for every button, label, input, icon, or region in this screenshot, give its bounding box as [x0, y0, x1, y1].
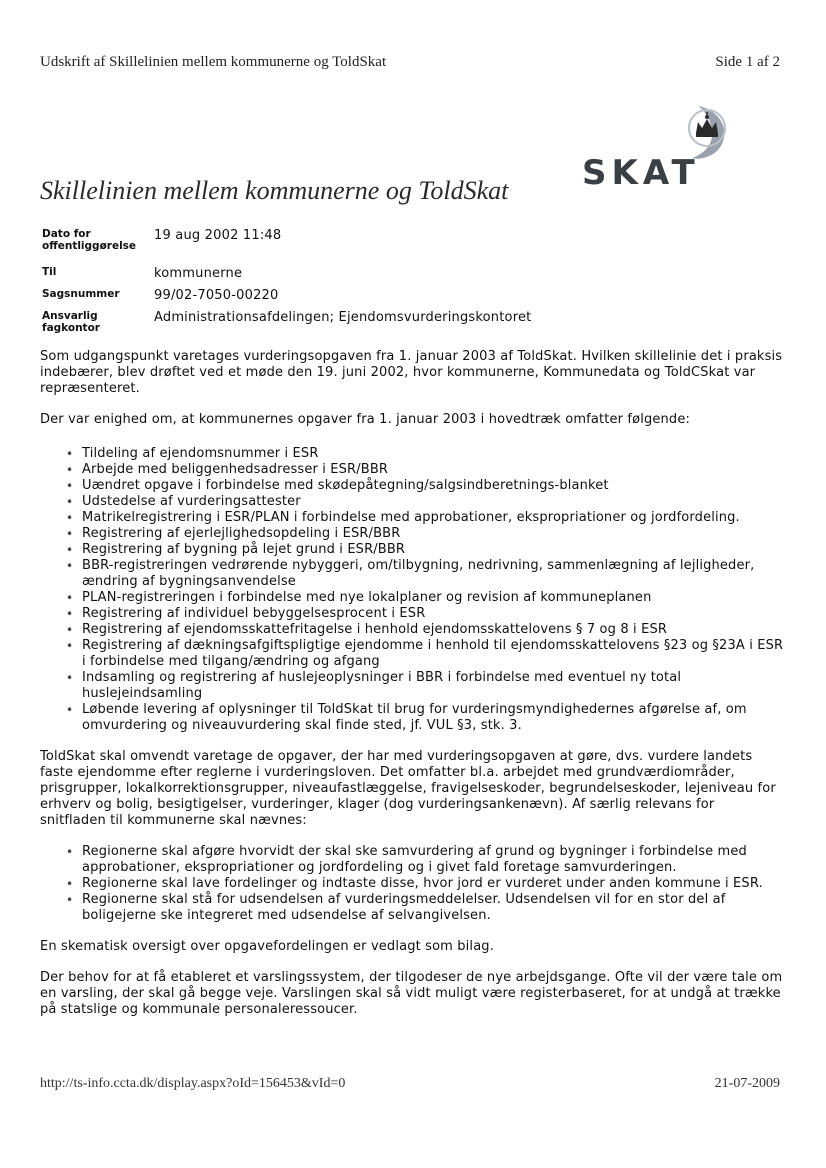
- list-item: • Indsamling og registrering af huslejeoplysninger i BBR i forbindelse med eventuel ny total huslejeindsamling: [40, 670, 784, 702]
- crown-icon: [580, 98, 732, 190]
- paragraph-warning-system: Der behov for at få etableret et varslingssystem, der tilgodeser de nye arbejdsgange. Ofte vil der være tale om en varsling, der skal gå begge veje. Varslingen skal så vidt muligt være registerbaseret, for at undgå at trække på statslige og kommunale personaleressoucer.: [40, 970, 783, 1017]
- region-tasks-list: [40, 844, 784, 924]
- meta-row-to: [42, 266, 531, 288]
- meta-value: kommunerne: [154, 266, 243, 281]
- meta-row-date: [42, 228, 531, 266]
- list-item: • Løbende levering af oplysninger til ToldSkat til brug for vurderingsmyndighedernes afgørelse af, om omvurdering og niveauvurdering skal finde sted, jf. VUL §3, stk. 3.: [40, 702, 784, 734]
- list-item: • Registrering af individuel bebyggelsesprocent i ESR: [40, 606, 784, 622]
- list-item: • Registrering af ejerlejlighedsopdeling i ESR/BBR: [40, 526, 784, 542]
- list-item: • PLAN-registreringen i forbindelse med nye lokalplaner og revision af kommuneplanen: [40, 590, 784, 606]
- meta-row-responsible-office: [42, 310, 531, 341]
- meta-value: 19 aug 2002 11:48: [154, 228, 282, 243]
- meta-value: Administrationsafdelingen; Ejendomsvurderingskontoret: [154, 310, 532, 325]
- paragraph-agreement: Der var enighed om, at kommunernes opgaver fra 1. januar 2003 i hovedtræk omfatter følgende:: [40, 412, 691, 427]
- source-url: http://ts-info.ccta.dk/display.aspx?oId=156453&vId=0: [40, 1076, 346, 1091]
- print-header-title: Udskrift af Skillelinien mellem kommunerne og ToldSkat: [40, 54, 387, 70]
- list-item: • Registrering af ejendomsskattefritagelse i henhold ejendomsskattelovens § 7 og 8 i ESR: [40, 622, 784, 638]
- meta-row-case-number: [42, 288, 531, 310]
- meta-key: Til: [42, 266, 57, 278]
- print-date: 21-07-2009: [714, 1076, 780, 1091]
- metadata-table: [42, 228, 531, 341]
- paragraph-intro: Som udgangspunkt varetages vurderingsopgaven fra 1. januar 2003 af ToldSkat. Hvilken skillelinie det i praksis indebærer, blev drøftet ved et møde den 19. juni 2002, hvor kommunerne, Kommunedata og ToldCSkat var repræsenteret.: [40, 349, 783, 396]
- page-indicator: Side 1 af 2: [715, 54, 780, 70]
- meta-key: Sagsnummer: [42, 288, 120, 300]
- list-item: • Matrikelregistrering i ESR/PLAN i forbindelse med approbationer, ekspropriationer og jordfordeling.: [40, 510, 784, 526]
- list-item: • Registrering af dækningsafgiftspligtige ejendomme i henhold til ejendomsskattelovens §23 og §23A i ESR i forbindelse med tilgang/ændring og afgang: [40, 638, 784, 670]
- meta-value: 99/02-7050-00220: [154, 288, 279, 303]
- paragraph-attachment: En skematisk oversigt over opgavefordelingen er vedlagt som bilag.: [40, 939, 494, 954]
- list-item: • Udstedelse af vurderingsattester: [40, 494, 784, 510]
- list-item: • Uændret opgave i forbindelse med skødepåtegning/salgsindberetnings-blanket: [40, 478, 784, 494]
- skat-logo: [580, 98, 732, 190]
- list-item: • Arbejde med beliggenhedsadresser i ESR/BBR: [40, 462, 784, 478]
- list-item: • BBR-registreringen vedrørende nybyggeri, om/tilbygning, nedrivning, sammenlægning af lejligheder, ændring af bygningsanvendelse: [40, 558, 784, 590]
- page-title: Skillelinien mellem kommunerne og ToldSkat: [40, 176, 509, 205]
- meta-key: Ansvarlig fagkontor: [42, 310, 100, 334]
- document-body: [40, 349, 784, 1018]
- list-item: • Regionerne skal lave fordelinger og indtaste disse, hvor jord er vurderet under anden kommune i ESR.: [40, 876, 784, 892]
- meta-key: Dato for offentliggørelse: [42, 228, 137, 252]
- paragraph-toldskat-tasks: ToldSkat skal omvendt varetage de opgaver, der har med vurderingsopgaven at gøre, dvs. vurdere landets faste ejendomme efter reglerne i vurderingsloven. Det omfatter bl.a. arbejdet med grundværdiområder, prisgrupper, lokalkorrektionsgrupper, niveaufastlæggelse, fravigelseskoder, begrundelseskoder, lejeniveau for erhverv og bolig, besigtigelser, vurderinger, klager (dog vurderingsankenævn). Af særlig relevans for snitfladen til kommunerne skal nævnes:: [40, 749, 776, 828]
- list-item: • Regionerne skal afgøre hvorvidt der skal ske samvurdering af grund og bygninger i forbindelse med approbationer, ekspropriationer og jordfordeling og i givet fald foretage samvurderingen.: [40, 844, 784, 876]
- svg-text:SKAT: SKAT: [582, 153, 700, 190]
- list-item: • Regionerne skal stå for udsendelsen af vurderingsmeddelelser. Udsendelsen vil for en stor del af boligejerne ske integreret med udsendelse af selvangivelsen.: [40, 892, 784, 924]
- list-item: • Registrering af bygning på lejet grund i ESR/BBR: [40, 542, 784, 558]
- list-item: • Tildeling af ejendomsnummer i ESR: [40, 446, 784, 462]
- municipal-tasks-list: [40, 446, 784, 734]
